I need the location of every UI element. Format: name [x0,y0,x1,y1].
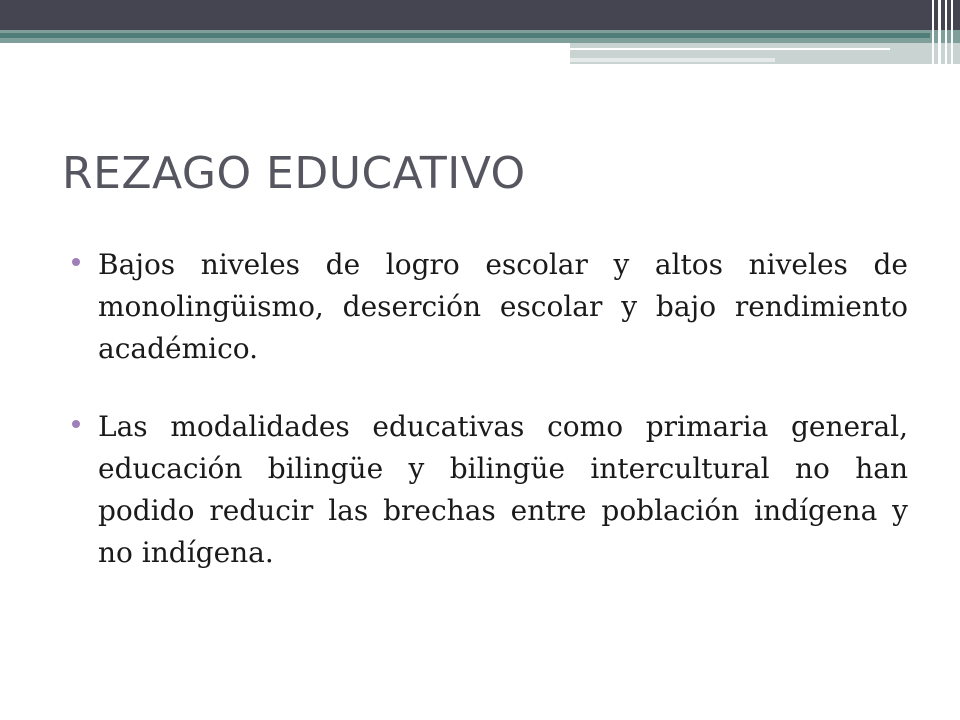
header-top-bar [0,0,960,30]
header-teal-line [0,33,930,38]
header-edge-stripe [951,0,953,66]
bullet-text: Bajos niveles de logro escolar y altos niveles de monolingüismo, deserción escolar y bajo rendimiento académico. [98,248,908,365]
bullet-item [72,244,908,370]
slide-title: REZAGO EDUCATIVO [62,148,526,199]
header-edge-stripe [945,0,947,66]
header-edge-stripe [932,0,934,66]
header-strip-line [570,58,775,62]
bullet-item [72,406,908,574]
bullet-dot-icon [72,258,80,266]
bullet-text: Las modalidades educativas como primaria general, educación bilingüe y bilingüe intercultural no han podido reducir las brechas entre población indígena y no indígena. [98,410,908,569]
bullet-dot-icon [72,420,80,428]
bullet-list [72,244,908,610]
header-edge-stripe [938,0,941,66]
header-strip-line [570,48,890,50]
